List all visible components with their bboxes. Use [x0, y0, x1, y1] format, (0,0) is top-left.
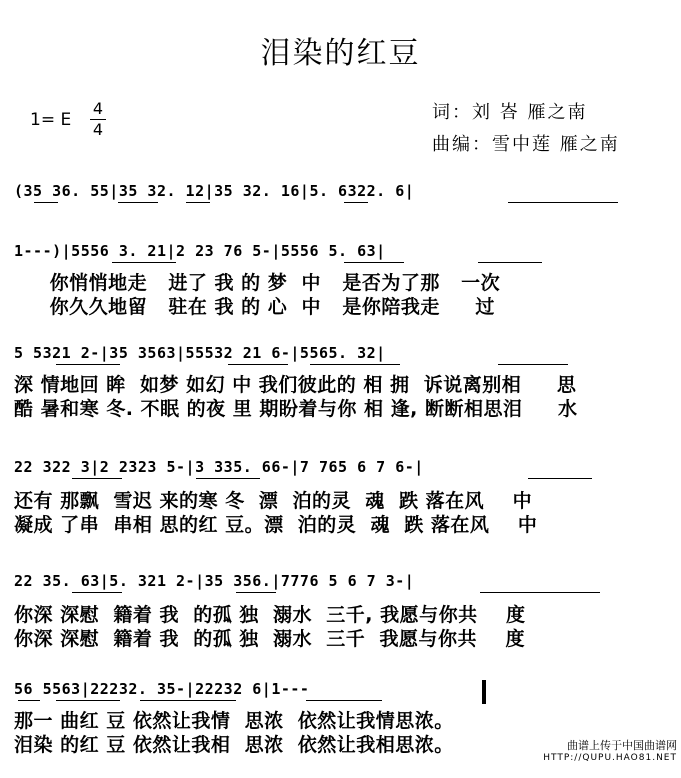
beam [140, 700, 236, 701]
song-title: 泪染的红豆 [260, 36, 421, 71]
beam [72, 478, 122, 479]
beam [508, 202, 618, 203]
beam [480, 592, 600, 593]
beam [196, 478, 260, 479]
lyric-row-4-verse-2: 凝成 了串 串相 思的红 豆。漂 泊的灵 魂 跌 落在风 中 [14, 514, 538, 536]
notation-row-5: 22 35. 63|5. 321 2-|35 356.|7776 5 6 7 3-| [14, 572, 415, 590]
time-signature [90, 100, 106, 139]
beam [186, 202, 210, 203]
beam [344, 262, 404, 263]
notation-row-4: 22 322 3|2 2323 5-|3 335. 66-|7 765 6 7 6-| [14, 458, 424, 476]
beam [236, 592, 276, 593]
lyricist-credit: 词：刘 峇 雁之南 [432, 102, 588, 123]
beam [498, 364, 568, 365]
beam [118, 202, 158, 203]
beam [18, 700, 40, 701]
beam [56, 364, 120, 365]
notation-row-1: (35 36. 55|35 32. 12|35 32. 16|5. 6322. 6| [14, 182, 415, 200]
final-barline [482, 680, 486, 704]
lyric-row-6-verse-2: 泪染 的红 豆 依然让我相 思浓 依然让我相思浓。 [14, 734, 454, 756]
beam [228, 364, 288, 365]
lyric-row-5-verse-2: 你深 深慰 籍着 我 的孤 独 溺水 三千 我愿与你共 度 [14, 628, 525, 650]
site-watermark [543, 740, 677, 764]
notation-row-3: 5 5321 2-|35 3563|55532 21 6-|5565. 32| [14, 344, 386, 362]
beam [56, 700, 120, 701]
meter-bottom: 4 [92, 120, 104, 139]
key-signature: 1= E [30, 110, 72, 130]
lyric-row-3-verse-2: 酷 暑和寒 冬. 不眠 的夜 里 期盼着与你 相 逢, 断断相思泪 水 [14, 398, 578, 420]
lyric-row-3-verse-1: 深 情地回 眸 如梦 如幻 中 我们彼此的 相 拥 诉说离别相 思 [14, 374, 577, 396]
lyric-row-4-verse-1: 还有 那飘 雪迟 来的寒 冬 漂 泊的灵 魂 跌 落在风 中 [14, 490, 533, 512]
notation-row-2: 1---)|5556 3. 21|2 23 76 5-|5556 5. 63| [14, 242, 386, 260]
notation-row-6: 56 5563|22232. 35-|22232 6|1--- [14, 680, 310, 698]
beam [528, 478, 592, 479]
beam [112, 262, 176, 263]
beam [72, 592, 122, 593]
beam [306, 700, 382, 701]
lyric-row-2-verse-1: 你悄悄地走 进了 我 的 梦 中 是否为了那 一次 [14, 272, 501, 294]
lyric-row-5-verse-1: 你深 深慰 籍着 我 的孤 独 溺水 三千, 我愿与你共 度 [14, 604, 526, 626]
composer-credit: 曲编：雪中莲 雁之南 [432, 134, 620, 155]
beam [310, 364, 400, 365]
beam [344, 202, 368, 203]
beam [34, 202, 58, 203]
watermark-line-1: 曲谱上传于中国曲谱网 [567, 739, 677, 752]
meter-top: 4 [92, 99, 104, 118]
watermark-url: HTTP://QUPU.HAO81.NET [543, 753, 677, 763]
lyric-row-2-verse-2: 你久久地留 驻在 我 的 心 中 是你陪我走 过 [14, 296, 495, 318]
beam [478, 262, 542, 263]
lyric-row-6-verse-1: 那一 曲红 豆 依然让我情 思浓 依然让我情思浓。 [14, 710, 454, 732]
